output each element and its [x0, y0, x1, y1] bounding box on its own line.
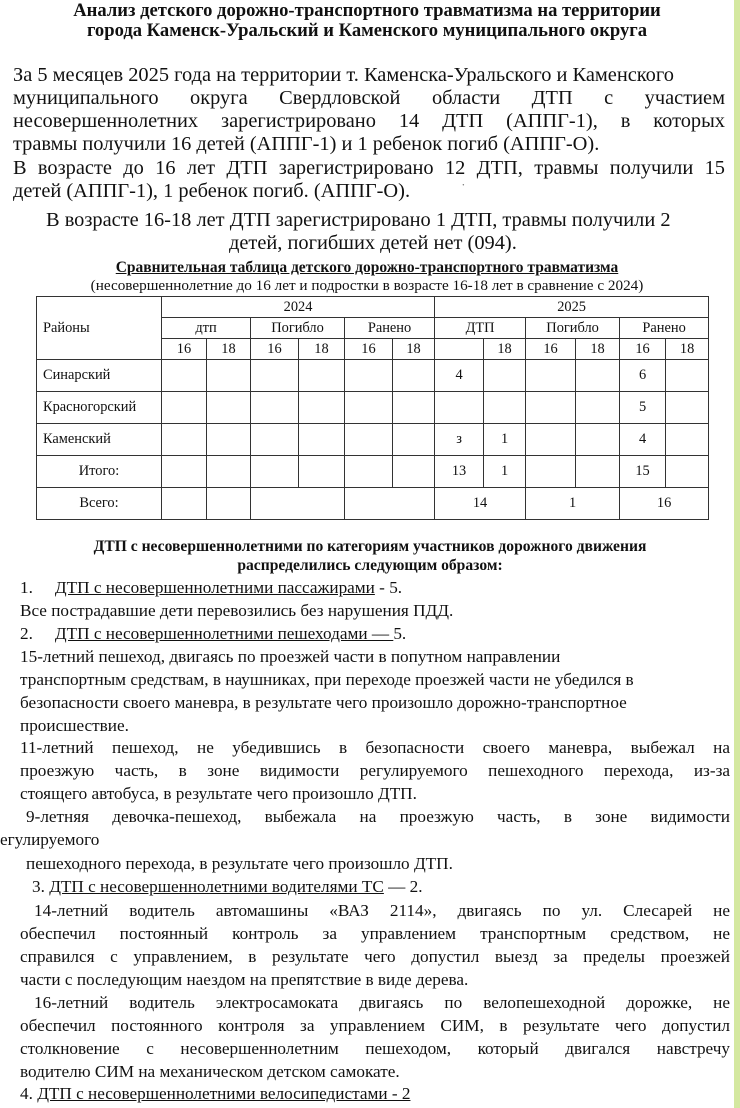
table-cell [251, 392, 299, 424]
ped2-line-1: 11-летний пешеход, не убедившись в безопасности своего маневра, выбежал на [20, 738, 730, 757]
age-header-cell: 16 [251, 339, 299, 360]
table-cell [251, 456, 299, 488]
table-cell [299, 392, 345, 424]
intro-p2-line-2: детей (АППГ-1), 1 ребенок погиб. (АППГ-О). [13, 180, 411, 202]
drv2-line-3: столкновение с несовершеннолетним пешеходом, который двигался навстречу [20, 1039, 730, 1058]
table-cell [576, 392, 620, 424]
intro-p1-line-2: муниципального округа Свердловской области ДТП с участием [13, 87, 725, 109]
drv1-line-1: 14-летний водитель автомашины «ВАЗ 2114», двигаясь по ул. Слесарей не [34, 901, 730, 920]
drv1-line-4: части с последующим наездом на препятствие в виде дерева. [20, 970, 469, 989]
table-cell [207, 424, 251, 456]
cat-2025-injured: Ранено [620, 318, 709, 339]
table-cell [393, 456, 435, 488]
cat-2025-died: Погибло [526, 318, 620, 339]
drv1-line-2: обеспечил постоянный контроль за управлением транспортным средством, не [20, 924, 730, 943]
age-header-cell: 18 [576, 339, 620, 360]
table-cell [393, 360, 435, 392]
table-cell [526, 456, 576, 488]
table-cell [666, 456, 709, 488]
total-label: Всего: [37, 488, 162, 520]
intro-p3-line-1: В возрасте 16-18 лет ДТП зарегистрировано 1 ДТП, травмы получили 2 [46, 209, 671, 231]
table-cell: з [435, 424, 484, 456]
table-row-total [37, 488, 709, 520]
table-cell [345, 488, 435, 520]
table-cell [666, 392, 709, 424]
age-header-cell: 16 [620, 339, 666, 360]
page-edge [734, 0, 740, 1108]
table-cell [207, 360, 251, 392]
table-cell: 6 [620, 360, 666, 392]
cat-2024-died: Погибло [251, 318, 345, 339]
cat-2025-dtp: ДТП [435, 318, 526, 339]
category-item-cyclists: 4. ДТП с несовершеннолетними велосипедистами - 2 [20, 1084, 411, 1103]
passengers-note: Все пострадавшие дети перевозились без нарушения ПДД. [20, 601, 454, 620]
table-cell [484, 392, 526, 424]
age-header-cell: 16 [345, 339, 393, 360]
row-label: Красногорский [37, 392, 162, 424]
categories-heading-1: ДТП с несовершеннолетними по категориям участников дорожного движения [93, 538, 647, 555]
table-cell [666, 360, 709, 392]
table-row [37, 360, 709, 392]
age-header-cell: 16 [526, 339, 576, 360]
title-line-2: города Каменск-Уральский и Каменского муниципального округа [86, 20, 648, 41]
table-cell [162, 424, 207, 456]
ped3-line-2: егулируемого [0, 830, 100, 849]
district-header: Районы [37, 297, 162, 360]
intro-p1-line-1: За 5 месяцев 2025 года на территории т. Каменска-Уральского и Каменского [13, 64, 674, 86]
cat-2024-dtp: дтп [162, 318, 251, 339]
table-cell [526, 392, 576, 424]
table-cell: 13 [435, 456, 484, 488]
table-cell: 1 [484, 424, 526, 456]
table-row-subtotal [37, 456, 709, 488]
age-header-cell: 16 [162, 339, 207, 360]
table-cell [299, 456, 345, 488]
ped1-line-1: 15-летний пешеход, двигаясь по проезжей части в попутном направлении [20, 647, 561, 666]
table-cell: 4 [435, 360, 484, 392]
row-label: Каменский [37, 424, 162, 456]
total-injured: 16 [620, 488, 709, 520]
intro-p1-line-4: травмы получили 16 детей (АППГ-1) и 1 ребенок погиб (АППГ-О). [13, 133, 600, 155]
table-cell [345, 424, 393, 456]
categories-heading-2: распределились следующим образом: [237, 557, 503, 574]
category-item-pedestrians: 2. ДТП с несовершеннолетними пешеходами — 5. [20, 624, 407, 643]
table-cell [576, 456, 620, 488]
title-line-1: Анализ детского дорожно-транспортного травматизма на территории [73, 0, 661, 21]
table-cell [435, 392, 484, 424]
total-died: 1 [526, 488, 620, 520]
table-cell [207, 392, 251, 424]
table-cell [162, 392, 207, 424]
table-cell [299, 424, 345, 456]
intro-p3-line-2: детей, погибших детей нет (094). [229, 232, 517, 254]
table-row [37, 424, 709, 456]
table-cell [207, 488, 251, 520]
age-header-cell: 18 [299, 339, 345, 360]
table-cell [207, 456, 251, 488]
table-cell: 5 [620, 392, 666, 424]
table-cell [162, 456, 207, 488]
dtp-comparison-table [36, 296, 709, 520]
ped1-line-3: безопасности своего маневра, в результате чего произошло дорожно-транспортное [20, 693, 627, 712]
table-cell [345, 392, 393, 424]
table-cell [251, 360, 299, 392]
table-cell: 15 [620, 456, 666, 488]
table-subcaption: (несовершеннолетние до 16 лет и подростки в возрасте 16-18 лет в сравнение с 2024) [90, 277, 644, 294]
ped1-line-4: происшествие. [20, 716, 129, 735]
table-cell: 4 [620, 424, 666, 456]
total-dtp: 14 [435, 488, 526, 520]
table-cell [345, 456, 393, 488]
table-cell [162, 360, 207, 392]
drv2-line-1: 16-летний водитель электросамоката двигаясь по велопешеходной дорожке, не [34, 993, 730, 1012]
year-2024-header: 2024 [162, 297, 435, 318]
ped2-line-3: стоящего автобуса, в результате чего произошло ДТП. [20, 784, 417, 803]
table-cell [576, 424, 620, 456]
table-cell [162, 488, 207, 520]
document-title [0, 1, 734, 41]
row-label: Синарский [37, 360, 162, 392]
row-label: Итого: [37, 456, 162, 488]
table-cell [251, 424, 299, 456]
year-2025-header: 2025 [435, 297, 709, 318]
table-cell [393, 392, 435, 424]
ped2-line-2: проезжую часть, в зоне видимости регулируемого пешеходного перехода, из-за [20, 761, 730, 780]
intro-p1-line-3: несовершеннолетних зарегистрировано 14 ДТП (АППГ-1), в которых [13, 110, 725, 132]
drv2-line-2: обеспечил постоянного контроля за управлением СИМ, в результате чего допустил [20, 1016, 730, 1035]
table-cell [251, 488, 345, 520]
ped3-line-3: пешеходного перехода, в результате чего произошло ДТП. [26, 854, 453, 873]
cat-2024-injured: Ранено [345, 318, 435, 339]
ped3-line-1: 9-летняя девочка-пешеход, выбежала на проезжую часть, в зоне видимости [26, 807, 730, 826]
table-cell [666, 424, 709, 456]
speck-mark: ˙ [461, 182, 466, 197]
table-cell [526, 360, 576, 392]
table-cell [526, 424, 576, 456]
age-header-cell: 18 [666, 339, 709, 360]
table-cell [576, 360, 620, 392]
table-caption: Сравнительная таблица детского дорожно-транспортного травматизма [115, 259, 619, 276]
age-header-cell: 18 [484, 339, 526, 360]
intro-p2-line-1: В возрасте до 16 лет ДТП зарегистрировано 12 ДТП, травмы получили 15 [13, 157, 725, 179]
ped1-line-2: транспортным средствам, в наушниках, при переходе проезжей части не убедился в [20, 670, 634, 689]
category-item-passengers: 1. ДТП с несовершеннолетними пассажирами - 5. [20, 578, 403, 597]
table-row [37, 392, 709, 424]
table-cell: 1 [484, 456, 526, 488]
drv2-line-4: водителю СИМ на механическом детском самокате. [20, 1062, 400, 1081]
drv1-line-3: справился с управлением, в результате чего допустил выезд за пределы проезжей [20, 947, 730, 966]
table-cell [393, 424, 435, 456]
age-header-cell: 18 [393, 339, 435, 360]
table-cell [484, 360, 526, 392]
category-item-drivers: 3. ДТП с несовершеннолетними водителями ТС — 2. [32, 877, 423, 896]
age-header-cell: 18 [207, 339, 251, 360]
age-header-cell [435, 339, 484, 360]
table-cell [345, 360, 393, 392]
table-cell [299, 360, 345, 392]
